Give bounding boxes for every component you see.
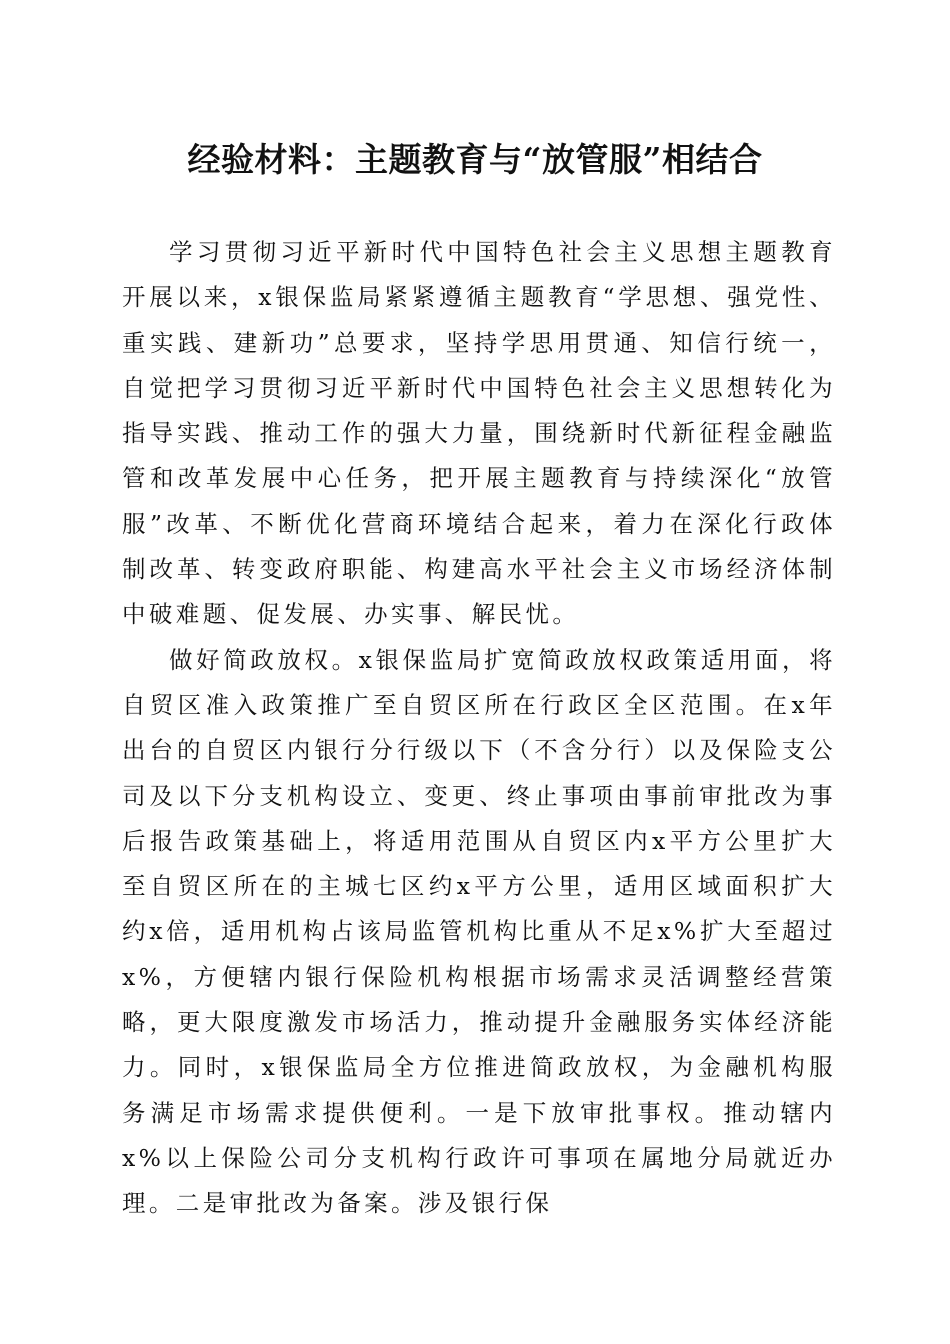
paragraph-intro: 学习贯彻习近平新时代中国特色社会主义思想主题教育开展以来，x银保监局紧紧遵循主题教育“学思想、强党性、重实践、建新功”总要求，坚持学思用贯通、知信行统一，自觉把学习贯彻习近平新时代中国特色社会主义思想转化为指导实践、推动工作的强大力量，围绕新时代新征程金融监管和改革发展中心任务，把开展主题教育与持续深化“放管服”改革、不断优化营商环境结合起来，着力在深化行政体制改革、转变政府职能、构建高水平社会主义市场经济体制中破难题、促发展、办实事、解民忧。 [122,238,836,629]
paragraph-streamline-administration: 做好简政放权。x银保监局扩宽简政放权政策适用面，将自贸区准入政策推广至自贸区所在行政区全区范围。在x年出台的自贸区内银行分行级以下（不含分行）以及保险支公司及以下分支机构设立、变更、终止事项由事前审批改为事后报告政策基础上，将适用范围从自贸区内x平方公里扩大至自贸区所在的主城七区约x平方公里，适用区域面积扩大约x倍，适用机构占该局监管机构比重从不足x%扩大至超过x%，方便辖内银行保险机构根据市场需求灵活调整经营策略，更大限度激发市场活力，推动提升金融服务实体经济能力。同时，x银保监局全方位推进简政放权，为金融机构服务满足市场需求提供便利。一是下放审批事权。推动辖内x%以上保险公司分支机构行政许可事项在属地分局就近办理。二是审批改为备案。涉及银行保 [122,645,836,1218]
document-title: 经验材料：主题教育与“放管服”相结合 [187,140,763,179]
document-body [122,230,836,1227]
